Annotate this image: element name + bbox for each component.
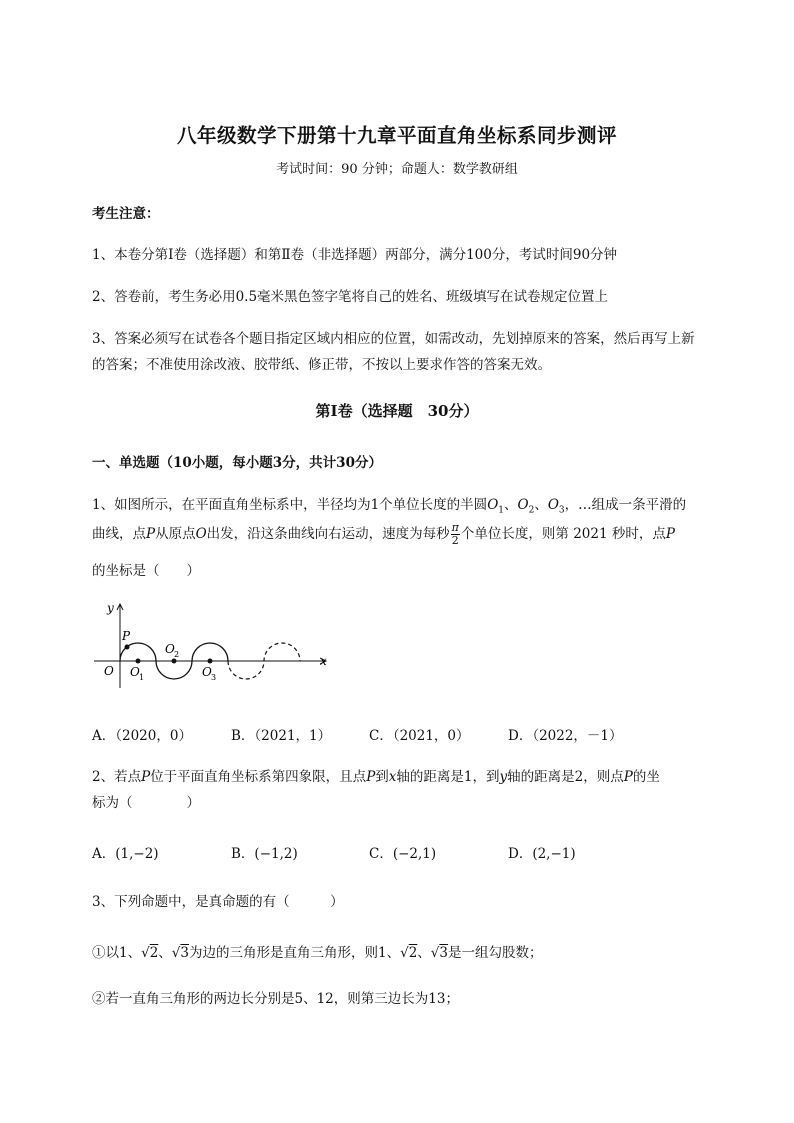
q3-item-1: ①以1、√2、√3为边的三角形是直角三角形，则1、√2、√3是一组勾股数； <box>92 945 543 961</box>
o3-subscript: 3 <box>211 673 217 682</box>
q2-option-b[interactable]: B．(−1,2) <box>231 846 298 862</box>
sqrt-symbol: √ <box>171 945 181 961</box>
center-o1 <box>136 659 141 664</box>
notice-item-3-cont: 的答案；不准使用涂改液、胶带纸、修正带，不按以上要求作答的答案无效。 <box>92 357 551 373</box>
notice-heading: 考生注意： <box>92 206 160 222</box>
speed-fraction: $\frac{\pi}{2}$ <box>451 521 459 547</box>
o1-subscript: 1 <box>139 673 145 682</box>
q1-option-b[interactable]: B．（2021，1） <box>231 728 332 744</box>
exam-title: 八年级数学下册第十九章平面直角坐标系同步测评 <box>176 124 617 147</box>
q3-line-1: 3、下列命题中，是真命题的有（ ） <box>92 894 344 910</box>
center-o2 <box>172 659 177 664</box>
section-title: 第Ⅰ卷（选择题 30分） <box>315 402 479 420</box>
x-axis-label: x <box>320 654 327 668</box>
sqrt-symbol: √ <box>141 945 150 961</box>
sqrt-symbol: √ <box>400 945 409 961</box>
notice-item-2: 2、答卷前，考生务必用0.5毫米黑色签字笔将自己的姓名、班级填写在试卷规定位置上 <box>92 289 609 305</box>
q2-line-1: 2、若点P位于平面直角坐标系第四象限，且点P到x轴的距离是1，到y轴的距离是2，则点P的坐 <box>92 769 660 785</box>
o3-label: O <box>202 665 212 679</box>
center-o3 <box>208 659 213 664</box>
o1-label: O <box>130 665 140 679</box>
y-axis-label: y <box>107 601 114 615</box>
o2-label: O <box>165 642 175 656</box>
q2-line-2: 标为（ ） <box>92 795 200 811</box>
origin-label: O <box>104 664 114 678</box>
sqrt-symbol: √ <box>430 945 440 961</box>
p-label: P <box>122 629 131 643</box>
q3-item-2: ②若一直角三角形的两边长分别是5、12，则第三边长为13； <box>92 991 459 1007</box>
q1-line-3: 的坐标是（ ） <box>92 563 200 579</box>
q2-option-a[interactable]: A．(1,−2) <box>92 846 159 862</box>
q1-option-c[interactable]: C．（2021，0） <box>369 728 470 744</box>
point-p <box>125 645 130 650</box>
q1-option-d[interactable]: D．（2022，－1） <box>508 728 623 744</box>
o2-subscript: 2 <box>174 650 180 659</box>
q1-figure <box>90 598 340 690</box>
q1-line-1: 1、如图所示，在平面直角坐标系中，半径均为1个单位长度的半圆$O_1$、$O_2$、$O_3$，…组成一条平滑的 <box>92 497 687 516</box>
q2-option-d[interactable]: D．(2,−1) <box>508 846 576 862</box>
notice-item-1: 1、本卷分第Ⅰ卷（选择题）和第Ⅱ卷（非选择题）两部分，满分100分，考试时间90分钟 <box>92 247 618 263</box>
q1-option-a[interactable]: A．（2020，0） <box>92 728 192 744</box>
q1-line-2: 曲线，点P从原点O出发，沿这条曲线向右运动，速度为每秒 $\frac{\pi}{2}$ 个单位长度，则第 2021 秒时，点P <box>92 521 675 547</box>
notice-item-3: 3、答案必须写在试卷各个题目指定区域内相应的位置，如需改动，先划掉原来的答案，然后再写上新 <box>92 331 695 347</box>
q2-option-c[interactable]: C．(−2,1) <box>369 846 437 862</box>
exam-subtitle: 考试时间：90 分钟；命题人：数学教研组 <box>276 162 518 177</box>
part-heading: 一、单选题（10小题，每小题3分，共计30分） <box>92 455 382 471</box>
